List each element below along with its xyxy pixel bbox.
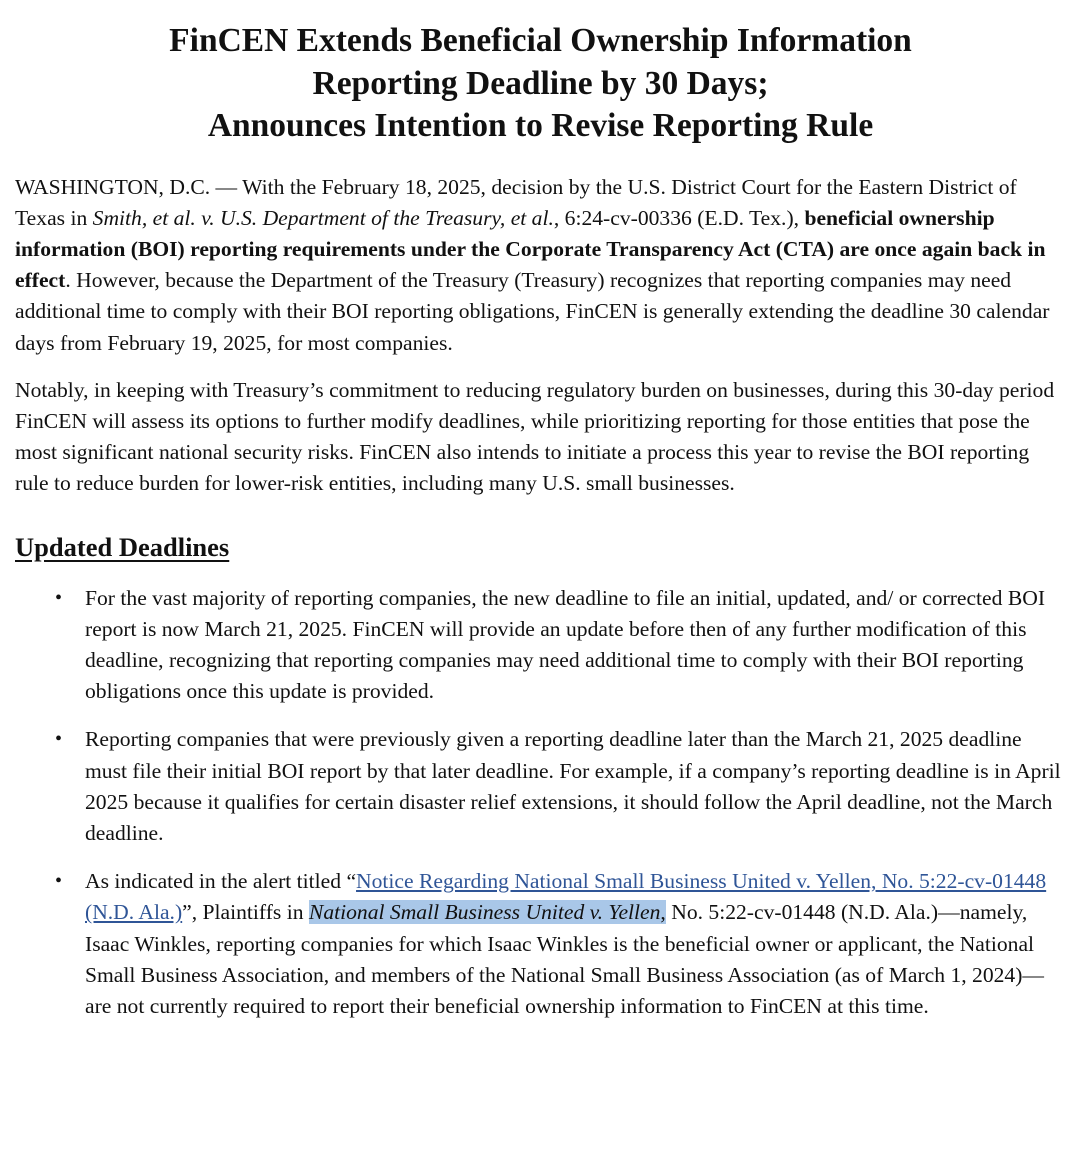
title-line-3: Announces Intention to Revise Reporting Rule [207, 107, 874, 144]
paragraph-intro-part1: WASHINGTON, D.C. — With the February 18, 2025, decision by the U.S. District Court for the Eastern District of Texas in [15, 174, 1017, 230]
bullet-dot-icon: • [55, 586, 63, 609]
bullet-dot-icon: • [55, 728, 63, 751]
paragraph-intro-bold: beneficial ownership information (BOI) reporting requirements under the Corporate Transparency Act (CTA) are once again back in effect [15, 205, 1046, 293]
title-line-2: Reporting Deadline by 30 Days; [312, 64, 769, 102]
bullet-text-1: For the vast majority of reporting companies, the new deadline to file an initial, updated, and/ or corrected BOI report is now March 21, 2025. FinCEN will provide an update before then of any further modification of this deadline, recognizing that reporting companies may need additional time to comply with their BOI reporting obligations once this update is provided. [85, 585, 1046, 704]
deadline-bullet-list [15, 583, 1066, 1023]
bullet-3-mid: ”, Plaintiffs in [182, 900, 309, 925]
document-title [15, 20, 1066, 148]
highlighted-comma: , [660, 900, 666, 925]
bullet-dot-icon: • [55, 870, 63, 893]
title-line-1: FinCEN Extends Beneficial Ownership Information [169, 22, 912, 59]
bullet-text-3 [85, 869, 1046, 1018]
bullet-3-prefix: As indicated in the alert titled “ [85, 869, 357, 894]
bullet-item-2 [15, 724, 1066, 849]
paragraph-intro [15, 172, 1066, 359]
bullet-text-2: Reporting companies that were previously given a reporting deadline later than the March 21, 2025 deadline must file their initial BOI report by that later deadline. For example, if a company’s reporting deadline is in April 2025 because it qualifies for certain disaster relief extensions, it should follow the April deadline, not the March deadline. [85, 727, 1061, 845]
case-name-smith: Smith, et al. v. U.S. Department of the Treasury, et al. [92, 205, 554, 230]
bullet-3-suffix: No. 5:22-cv-01448 (N.D. Ala.)—namely, Isaac Winkles, reporting companies for which Isaac Winkles is the beneficial owner or applicant, the National Small Business Association, and members of the National Small Business Association (as of March 1, 2024)—are not currently required to report their beneficial ownership information to FinCEN at this time. [85, 900, 1045, 1018]
bullet-item-3 [15, 866, 1066, 1022]
section-heading-updated-deadlines: Updated Deadlines [15, 531, 230, 562]
paragraph-intro-part3: . However, because the Department of the Treasury (Treasury) recognizes that reporting companies may need additional time to comply with their BOI reporting obligations, FinCEN is generally extending the deadline 30 calendar days from February 19, 2025, for most companies. [15, 268, 1050, 355]
paragraph-notably: Notably, in keeping with Treasury’s commitment to reducing regulatory burden on businesses, during this 30-day period FinCEN will assess its options to further modify deadlines, while prioritizing reporting for those entities that pose the most significant national security risks. FinCEN also intends to initiate a process this year to revise the BOI reporting rule to reduce burden for lower-risk entities, including many U.S. small businesses. [15, 377, 1055, 496]
paragraph-intro-part2: , 6:24-cv-00336 (E.D. Tex.), [553, 205, 805, 230]
notice-link[interactable]: Notice Regarding National Small Business United v. Yellen, No. 5:22-cv-01448 (N.D. Ala.) [85, 869, 1047, 925]
highlighted-case-name: National Small Business United v. Yellen [308, 900, 661, 925]
bullet-item-1 [15, 583, 1066, 708]
